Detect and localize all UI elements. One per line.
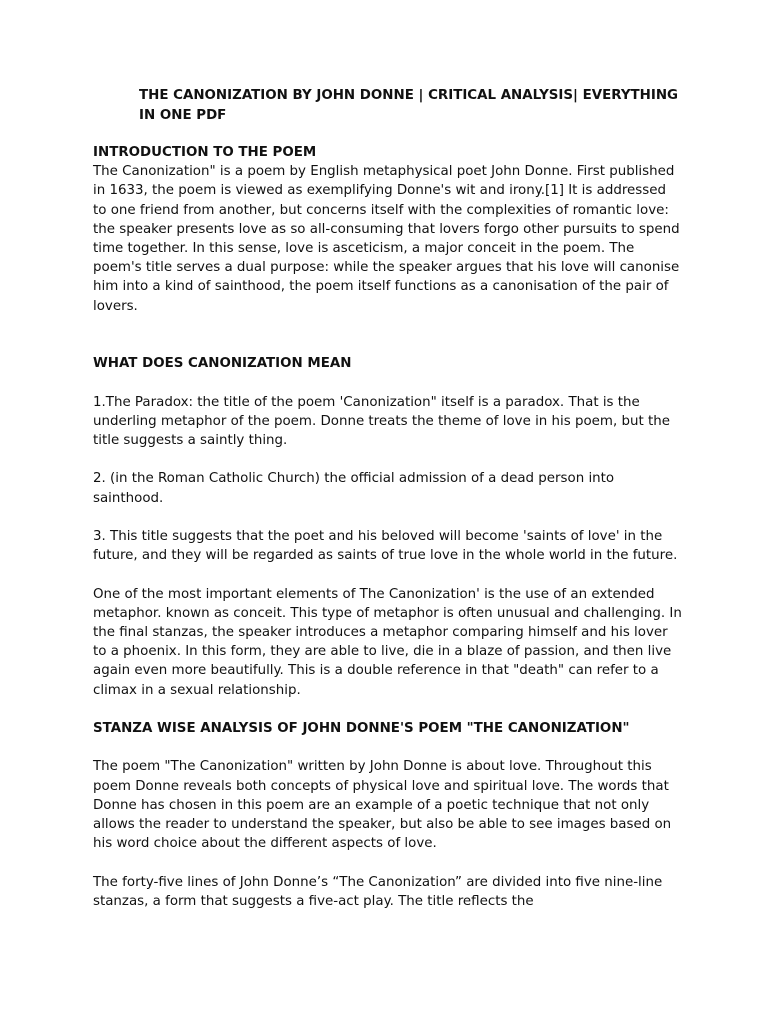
stanza-analysis-paragraph-1: The poem "The Canonization" written by John Donne is about love. Throughout this poem Donne reveals both concepts of physical love and spiritual love. The words that Donne has chosen in this poem are an example of a poetic technique that not only allows the reader to understand the speaker, but also be able to see images based on his word choice about the different aspects of love.	[93, 759, 672, 852]
paragraph-spacer	[93, 373, 683, 392]
section-spacer	[93, 316, 683, 354]
meaning-heading: WHAT DOES CANONIZATION MEAN	[93, 356, 352, 372]
meaning-point-3: 3. This title suggests that the poet and his beloved will become 'saints of love' in the future, and they will be regarded as saints of true love in the whole world in the future.	[93, 529, 678, 564]
section-spacer	[93, 700, 683, 719]
stanza-analysis-paragraph-2: The forty-five lines of John Donne’s “The Canonization” are divided into five nine-line stanzas, a form that suggests a five-act play. The title reflects the	[93, 874, 663, 909]
stanza-analysis-heading: STANZA WISE ANALYSIS OF JOHN DONNE'S POEM "THE CANONIZATION"	[93, 721, 630, 736]
paragraph-spacer	[93, 853, 683, 872]
introduction-paragraph: The Canonization" is a poem by English metaphysical poet John Donne. First published in 1633, the poem is viewed as exemplifying Donne's wit and irony.[1] It is addressed to one friend from another, but concerns itself with the complexities of romantic love: the speaker presents love as so all-consuming that lovers forgo other pursuits to spend time together. In this sense, love is asceticism, a major conceit in the poem. The poem's title serves a dual purpose: while the speaker argues that his love will canonise him into a kind of sainthood, the poem itself functions as a canonisation of the pair of lovers.	[93, 164, 680, 314]
meaning-point-1: 1.The Paradox: the title of the poem 'Canonization" itself is a paradox. That is the underling metaphor of the poem. Donne treats the theme of love in his poem, but the title suggests a saintly thing.	[93, 394, 670, 449]
paragraph-spacer	[93, 738, 683, 757]
introduction-heading: INTRODUCTION TO THE POEM	[93, 145, 317, 160]
paragraph-spacer	[93, 450, 683, 469]
paragraph-spacer	[93, 565, 683, 584]
document-title: THE CANONIZATION BY JOHN DONNE | CRITICAL ANALYSIS| EVERYTHING IN ONE PDF	[139, 88, 679, 123]
meaning-point-2: 2. (in the Roman Catholic Church) the official admission of a dead person into sainthood.	[93, 471, 615, 506]
conceit-paragraph: One of the most important elements of The Canonization' is the use of an extended metaphor. known as conceit. This type of metaphor is often unusual and challenging. In the final stanzas, the speaker introduces a metaphor comparing himself and his lover to a phoenix. In this form, they are able to live, die in a blaze of passion, and then live again even more beautifully. This is a double reference in that "death" can refer to a climax in a sexual relationship.	[93, 586, 682, 698]
paragraph-spacer	[93, 508, 683, 527]
document-body	[93, 143, 683, 911]
